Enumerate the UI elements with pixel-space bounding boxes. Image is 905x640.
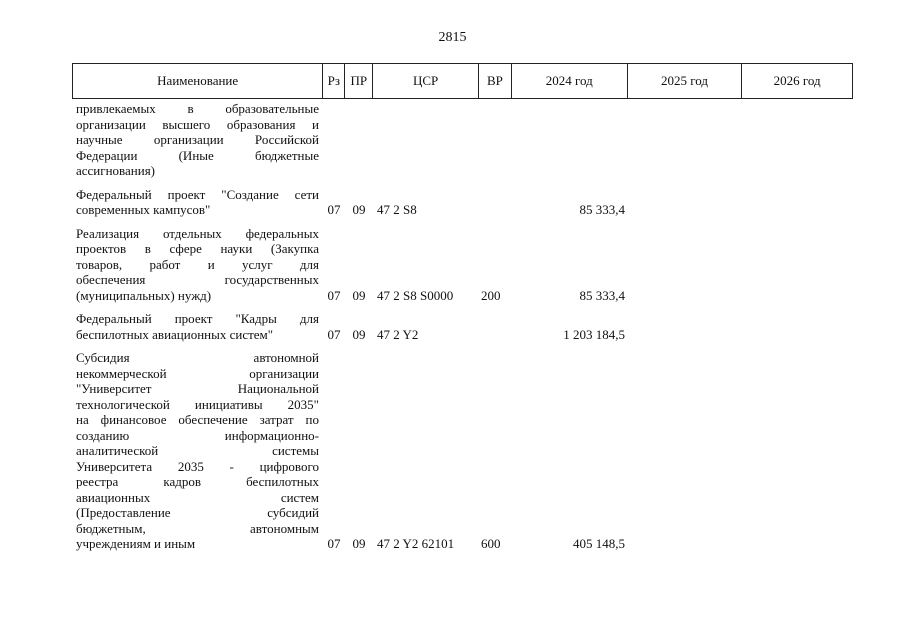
row-rz: 07 [327, 536, 341, 551]
row-pr: 09 [352, 287, 366, 303]
header-name: Наименование [73, 64, 323, 98]
row-name-line: обеспечения государственных [76, 272, 319, 287]
row-pr: 09 [352, 202, 366, 217]
header-csr: ЦСР [373, 64, 479, 98]
row-name-line: беспилотных авиационных систем" [76, 326, 274, 342]
header-2024: 2024 год [512, 64, 628, 98]
header-2025: 2025 год [628, 64, 743, 98]
table-row [72, 311, 853, 342]
row-2024: 85 333,4 [579, 202, 625, 217]
row-name-line: организации высшего образования и [76, 116, 319, 132]
header-2026: 2026 год [773, 73, 821, 88]
row-vr: 600 [481, 536, 501, 551]
row-pr: 09 [352, 536, 366, 551]
row-name-line: Федеральный проект "Кадры для [76, 311, 319, 326]
table-row [72, 350, 853, 552]
row-csr: 47 2 Y2 [377, 326, 419, 342]
row-name [72, 350, 323, 552]
row-name-line: технологической инициативы 2035" [76, 396, 319, 412]
row-2024: 405 148,5 [573, 536, 625, 551]
row-rz: 07 [327, 287, 341, 303]
row-2024: 85 333,4 [579, 287, 625, 303]
row-name-line: аналитической системы [76, 443, 319, 458]
row-csr: 47 2 S8 S0000 [377, 287, 454, 303]
row-vr: 200 [481, 287, 501, 303]
row-name-line: товаров, работ и услуг для [76, 256, 319, 272]
table-body [72, 101, 853, 560]
row-name-line: авиационных систем [76, 489, 319, 505]
row-name-line: бюджетным, автономным [76, 520, 319, 536]
header-pr: ПР [345, 64, 373, 98]
row-name-line: Реализация отдельных федеральных [76, 225, 319, 241]
table-row [72, 187, 853, 218]
row-name-line: проектов в сфере науки (Закупка [76, 241, 319, 256]
table-header [72, 63, 853, 99]
row-name [72, 311, 323, 342]
page-number: 2815 [438, 30, 467, 45]
row-name [72, 226, 323, 304]
row-csr: 47 2 S8 [377, 202, 417, 217]
row-pr: 09 [352, 326, 366, 342]
row-name-line: созданию информационно- [76, 427, 319, 443]
row-name [72, 101, 323, 179]
row-name-line: реестра кадров беспилотных [76, 474, 319, 489]
row-name-line: Университета 2035 - цифрового [76, 458, 319, 474]
row-name-line: учреждениям и иным [76, 536, 196, 551]
table-row [72, 226, 853, 304]
row-name-line: Федерации (Иные бюджетные [76, 147, 319, 163]
row-name-line: (Предоставление субсидий [76, 505, 319, 520]
row-csr: 47 2 Y2 62101 [377, 536, 455, 551]
row-name-line: на финансовое обеспечение затрат по [76, 412, 319, 427]
row-name-line: современных кампусов" [76, 202, 211, 217]
row-2024: 1 203 184,5 [563, 326, 625, 342]
row-name-line: привлекаемых в образовательные [76, 101, 319, 116]
row-name-line: Субсидия автономной [76, 350, 319, 365]
row-name-line: некоммерческой организации [76, 365, 319, 381]
row-name-line: Федеральный проект "Создание сети [76, 186, 319, 202]
row-name [72, 187, 323, 218]
header-vr: ВР [479, 64, 512, 98]
row-name-line: научные организации Российской [76, 132, 319, 147]
table-row [72, 101, 853, 179]
row-name-line: ассигнования) [76, 163, 156, 178]
row-rz: 07 [327, 202, 341, 217]
row-name-line: (муниципальных) нужд) [76, 287, 212, 303]
header-rz: Рз [323, 64, 345, 98]
row-rz: 07 [327, 326, 341, 342]
row-name-line: "Университет Национальной [76, 381, 319, 396]
